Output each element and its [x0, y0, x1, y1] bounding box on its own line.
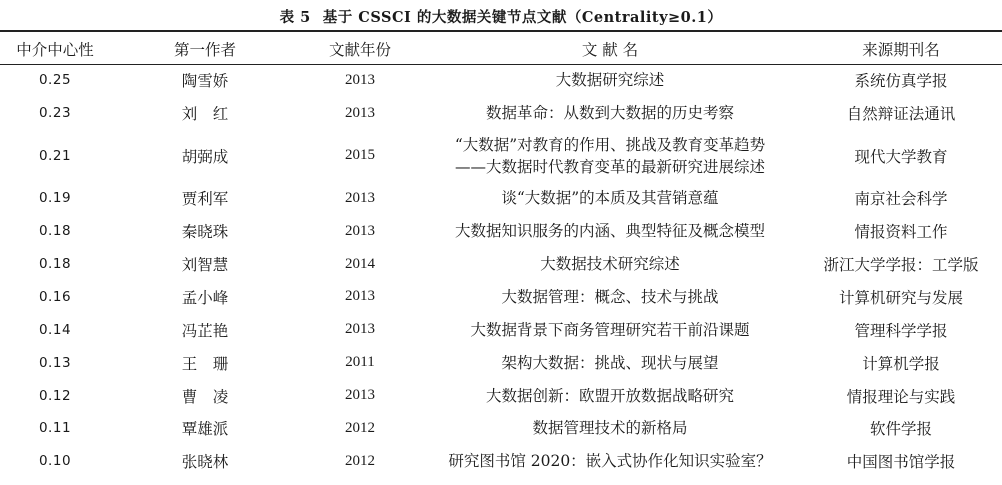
year-cell: 2013: [345, 189, 375, 206]
header-author: 第一作者: [173, 40, 236, 59]
centrality-cell: 0.16: [38, 288, 72, 305]
centrality-cell: 0.14: [38, 321, 72, 338]
journal-cell: 现代大学教育: [854, 147, 948, 166]
table-title: 基于 CSSCI 的大数据关键节点文献（Centrality≥0.1）: [322, 9, 723, 26]
author-cell: 刘 红: [181, 105, 229, 124]
author-cell: 覃雄派: [181, 420, 229, 439]
title-line: 架构大数据：挑战、现状与展望: [501, 353, 719, 372]
author-cell: 张晓林: [181, 453, 229, 472]
table-row: [0, 313, 1002, 346]
journal-cell: 浙江大学学报：工学版: [823, 256, 979, 274]
year-cell: 2013: [345, 104, 375, 121]
table-row: [0, 379, 1002, 412]
journal-cell: 计算机研究与发展: [838, 288, 963, 307]
table-number: 表 5: [279, 9, 311, 26]
header-journal: 来源期刊名: [862, 40, 940, 59]
year-cell: 2015: [345, 147, 375, 164]
year-cell: 2012: [345, 419, 375, 436]
table-row: [0, 130, 1002, 182]
table-header: [0, 33, 1002, 64]
journal-cell: 软件学报: [869, 420, 932, 439]
table-row: [0, 248, 1002, 281]
author-cell: 冯芷艳: [181, 321, 229, 340]
table-row: [0, 215, 1002, 248]
centrality-cell: 0.18: [38, 223, 72, 240]
centrality-cell: 0.19: [38, 190, 72, 207]
author-cell: 刘智慧: [181, 256, 229, 274]
table-caption: [0, 6, 1002, 27]
title-cell: [420, 286, 800, 308]
journal-cell: 自然辩证法通讯: [846, 105, 956, 124]
table-row: [0, 280, 1002, 313]
centrality-cell: 0.21: [38, 147, 72, 164]
title-cell: [420, 220, 800, 242]
author-cell: 孟小峰: [181, 288, 229, 307]
title-line: 大数据管理：概念、技术与挑战: [501, 287, 719, 306]
title-cell: [420, 319, 800, 341]
author-cell: 贾利军: [181, 190, 229, 209]
title-cell: [420, 69, 800, 91]
table-row: [0, 182, 1002, 215]
title-line: 数据革命：从数到大数据的历史考察: [485, 104, 734, 123]
author-cell: 陶雪娇: [181, 72, 229, 91]
title-cell: [420, 385, 800, 407]
year-cell: 2013: [345, 387, 375, 404]
title-cell: [420, 450, 800, 472]
title-cell: [420, 352, 800, 374]
title-cell: [420, 417, 800, 439]
year-cell: 2013: [345, 71, 375, 88]
literature-table: [0, 33, 1002, 478]
year-cell: 2013: [345, 288, 375, 305]
journal-cell: 系统仿真学报: [854, 72, 948, 91]
journal-cell: 中国图书馆学报: [846, 453, 956, 472]
year-cell: 2011: [345, 354, 375, 371]
author-cell: 王 珊: [181, 354, 229, 373]
table-row: [0, 445, 1002, 478]
table-row: [0, 64, 1002, 97]
year-cell: 2013: [345, 321, 375, 338]
title-cell: [420, 187, 800, 209]
year-cell: 2012: [345, 452, 375, 469]
title-cell: [420, 253, 800, 275]
header-centrality: 中介中心性: [16, 40, 94, 59]
journal-cell: 情报理论与实践: [846, 387, 956, 406]
author-cell: 曹 凌: [181, 387, 229, 406]
title-line: 大数据技术研究综述: [540, 255, 680, 273]
journal-cell: 计算机学报: [862, 354, 940, 373]
title-line: 数据管理技术的新格局: [532, 419, 688, 438]
journal-cell: 情报资料工作: [854, 223, 948, 242]
title-line: 大数据背景下商务管理研究若干前沿课题: [470, 320, 750, 339]
title-line: “大数据”对教育的作用、挑战及教育变革趋势: [454, 135, 766, 154]
journal-cell: 管理科学学报: [854, 321, 948, 340]
year-cell: 2014: [345, 255, 375, 272]
author-cell: 胡弼成: [181, 147, 229, 166]
centrality-cell: 0.23: [38, 105, 72, 122]
table-row: [0, 412, 1002, 445]
centrality-cell: 0.12: [38, 387, 72, 404]
title-line: 大数据知识服务的内涵、典型特征及概念模型: [454, 222, 765, 241]
table-row: [0, 346, 1002, 379]
title-line: 研究图书馆 2020：嵌入式协作化知识实验室？: [448, 452, 772, 471]
centrality-cell: 0.18: [38, 256, 72, 272]
header-year: 文献年份: [328, 40, 391, 59]
centrality-cell: 0.11: [38, 420, 72, 437]
title-cell: [420, 102, 800, 124]
title-line: 谈“大数据”的本质及其营销意蕴: [501, 189, 719, 208]
centrality-cell: 0.25: [38, 72, 72, 89]
journal-cell: 南京社会科学: [854, 190, 948, 209]
title-line: ——大数据时代教育变革的最新研究进展综述: [454, 157, 765, 176]
top-rule: [0, 30, 1002, 32]
title-line: 大数据创新：欧盟开放数据战略研究: [485, 386, 734, 405]
author-cell: 秦晓珠: [181, 223, 229, 242]
table-body: [0, 64, 1002, 478]
title-line: 大数据研究综述: [555, 71, 665, 90]
table-row: [0, 97, 1002, 130]
title-cell: [420, 134, 800, 178]
centrality-cell: 0.10: [38, 453, 72, 470]
year-cell: 2013: [345, 222, 375, 239]
header-title: 文 献 名: [581, 40, 639, 59]
centrality-cell: 0.13: [38, 354, 72, 371]
